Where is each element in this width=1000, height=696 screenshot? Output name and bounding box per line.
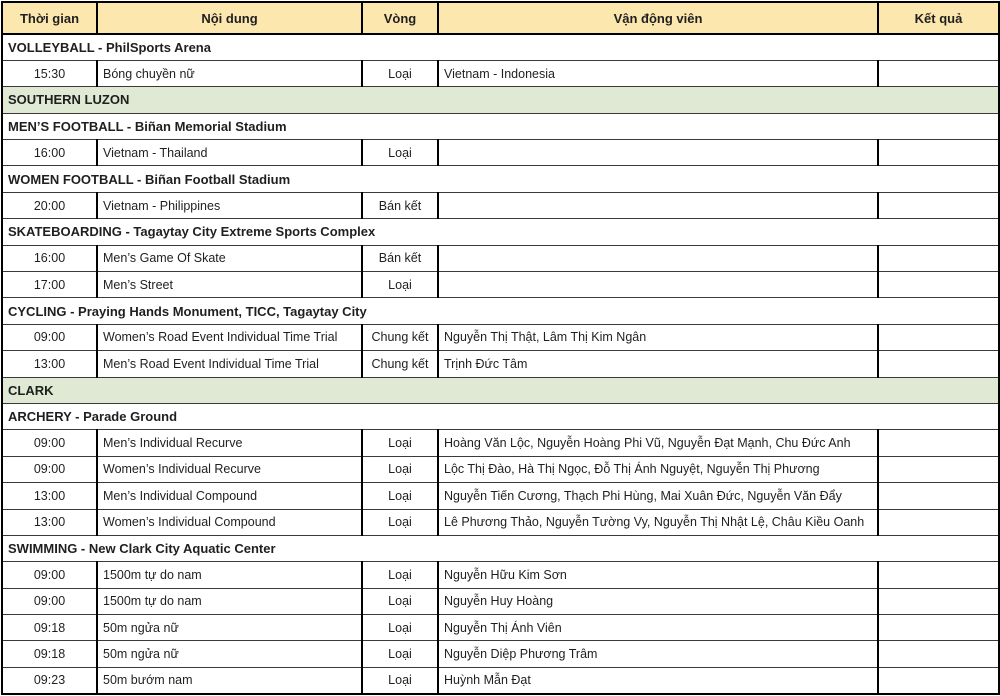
round-cell: Loại bbox=[362, 615, 438, 641]
event-row bbox=[2, 667, 999, 693]
content-cell: Vietnam - Philippines bbox=[97, 192, 362, 218]
time-cell: 09:00 bbox=[2, 562, 97, 588]
content-cell: Bóng chuyền nữ bbox=[97, 60, 362, 86]
time-cell: 09:00 bbox=[2, 456, 97, 482]
time-cell: 13:00 bbox=[2, 509, 97, 535]
round-cell: Loại bbox=[362, 562, 438, 588]
athletes-cell bbox=[438, 272, 878, 298]
content-cell: Men’s Street bbox=[97, 272, 362, 298]
result-cell bbox=[878, 324, 999, 350]
content-cell: Women’s Individual Recurve bbox=[97, 456, 362, 482]
content-cell: 50m ngửa nữ bbox=[97, 615, 362, 641]
result-cell bbox=[878, 641, 999, 667]
athletes-cell: Nguyễn Tiến Cương, Thạch Phi Hùng, Mai Xuân Đức, Nguyễn Văn Đẩy bbox=[438, 483, 878, 509]
section-row bbox=[2, 377, 999, 403]
round-cell: Bán kết bbox=[362, 192, 438, 218]
section-row bbox=[2, 34, 999, 60]
round-cell: Loại bbox=[362, 456, 438, 482]
result-cell bbox=[878, 351, 999, 377]
schedule-body bbox=[2, 34, 999, 694]
round-cell: Loại bbox=[362, 140, 438, 166]
event-row bbox=[2, 588, 999, 614]
section-row bbox=[2, 403, 999, 429]
section-row bbox=[2, 535, 999, 561]
content-cell: Men’s Individual Recurve bbox=[97, 430, 362, 456]
result-cell bbox=[878, 588, 999, 614]
round-cell: Chung kết bbox=[362, 324, 438, 350]
time-cell: 09:00 bbox=[2, 588, 97, 614]
result-cell bbox=[878, 272, 999, 298]
event-row bbox=[2, 324, 999, 350]
round-cell: Loại bbox=[362, 509, 438, 535]
header-row bbox=[2, 2, 999, 34]
athletes-cell: Nguyễn Hữu Kim Sơn bbox=[438, 562, 878, 588]
section-row bbox=[2, 219, 999, 245]
event-row bbox=[2, 562, 999, 588]
athletes-cell bbox=[438, 140, 878, 166]
section-row bbox=[2, 298, 999, 324]
event-row bbox=[2, 192, 999, 218]
time-cell: 15:30 bbox=[2, 60, 97, 86]
athletes-cell: Nguyễn Huy Hoàng bbox=[438, 588, 878, 614]
time-cell: 16:00 bbox=[2, 245, 97, 271]
round-cell: Chung kết bbox=[362, 351, 438, 377]
round-cell: Bán kết bbox=[362, 245, 438, 271]
content-cell: Men’s Road Event Individual Time Trial bbox=[97, 351, 362, 377]
section-row bbox=[2, 113, 999, 139]
athletes-cell: Trịnh Đức Tâm bbox=[438, 351, 878, 377]
event-row bbox=[2, 509, 999, 535]
event-row bbox=[2, 456, 999, 482]
round-cell: Loại bbox=[362, 483, 438, 509]
time-cell: 09:18 bbox=[2, 641, 97, 667]
section-label: SKATEBOARDING - Tagaytay City Extreme Sports Complex bbox=[2, 219, 999, 245]
result-cell bbox=[878, 509, 999, 535]
result-cell bbox=[878, 456, 999, 482]
section-label: CLARK bbox=[2, 377, 999, 403]
athletes-cell: Lộc Thị Đào, Hà Thị Ngọc, Đỗ Thị Ánh Nguyệt, Nguyễn Thị Phương bbox=[438, 456, 878, 482]
time-cell: 09:00 bbox=[2, 430, 97, 456]
content-cell: 1500m tự do nam bbox=[97, 588, 362, 614]
section-label: MEN’S FOOTBALL - Biñan Memorial Stadium bbox=[2, 113, 999, 139]
time-cell: 09:00 bbox=[2, 324, 97, 350]
time-cell: 09:23 bbox=[2, 667, 97, 693]
athletes-cell bbox=[438, 245, 878, 271]
result-cell bbox=[878, 615, 999, 641]
round-cell: Loại bbox=[362, 272, 438, 298]
col-header-round: Vòng bbox=[362, 2, 438, 34]
result-cell bbox=[878, 245, 999, 271]
time-cell: 13:00 bbox=[2, 351, 97, 377]
event-row bbox=[2, 430, 999, 456]
content-cell: 50m ngửa nữ bbox=[97, 641, 362, 667]
round-cell: Loại bbox=[362, 667, 438, 693]
result-cell bbox=[878, 562, 999, 588]
event-row bbox=[2, 615, 999, 641]
content-cell: Men’s Individual Compound bbox=[97, 483, 362, 509]
section-row bbox=[2, 87, 999, 113]
time-cell: 09:18 bbox=[2, 615, 97, 641]
result-cell bbox=[878, 483, 999, 509]
section-label: SWIMMING - New Clark City Aquatic Center bbox=[2, 535, 999, 561]
event-row bbox=[2, 483, 999, 509]
col-header-content: Nội dung bbox=[97, 2, 362, 34]
section-label: VOLLEYBALL - PhilSports Arena bbox=[2, 34, 999, 60]
result-cell bbox=[878, 430, 999, 456]
col-header-time: Thời gian bbox=[2, 2, 97, 34]
section-label: WOMEN FOOTBALL - Biñan Football Stadium bbox=[2, 166, 999, 192]
athletes-cell: Nguyễn Thị Ánh Viên bbox=[438, 615, 878, 641]
content-cell: Women’s Road Event Individual Time Trial bbox=[97, 324, 362, 350]
section-label: CYCLING - Praying Hands Monument, TICC, Tagaytay City bbox=[2, 298, 999, 324]
result-cell bbox=[878, 192, 999, 218]
round-cell: Loại bbox=[362, 588, 438, 614]
event-row bbox=[2, 641, 999, 667]
athletes-cell: Vietnam - Indonesia bbox=[438, 60, 878, 86]
time-cell: 20:00 bbox=[2, 192, 97, 218]
content-cell: 50m bướm nam bbox=[97, 667, 362, 693]
col-header-athletes: Vận động viên bbox=[438, 2, 878, 34]
content-cell: Men’s Game Of Skate bbox=[97, 245, 362, 271]
athletes-cell: Nguyễn Thị Thật, Lâm Thị Kim Ngân bbox=[438, 324, 878, 350]
content-cell: Vietnam - Thailand bbox=[97, 140, 362, 166]
result-cell bbox=[878, 60, 999, 86]
event-row bbox=[2, 140, 999, 166]
section-label: SOUTHERN LUZON bbox=[2, 87, 999, 113]
round-cell: Loại bbox=[362, 641, 438, 667]
table-header bbox=[2, 2, 999, 34]
event-row bbox=[2, 351, 999, 377]
content-cell: 1500m tự do nam bbox=[97, 562, 362, 588]
round-cell: Loại bbox=[362, 60, 438, 86]
section-label: ARCHERY - Parade Ground bbox=[2, 403, 999, 429]
event-row bbox=[2, 272, 999, 298]
event-row bbox=[2, 245, 999, 271]
result-cell bbox=[878, 667, 999, 693]
result-cell bbox=[878, 140, 999, 166]
athletes-cell: Huỳnh Mẫn Đạt bbox=[438, 667, 878, 693]
time-cell: 17:00 bbox=[2, 272, 97, 298]
athletes-cell: Hoàng Văn Lộc, Nguyễn Hoàng Phi Vũ, Nguyễn Đạt Mạnh, Chu Đức Anh bbox=[438, 430, 878, 456]
section-row bbox=[2, 166, 999, 192]
content-cell: Women’s Individual Compound bbox=[97, 509, 362, 535]
event-row bbox=[2, 60, 999, 86]
schedule-table bbox=[1, 1, 1000, 695]
time-cell: 13:00 bbox=[2, 483, 97, 509]
athletes-cell: Nguyễn Diệp Phương Trâm bbox=[438, 641, 878, 667]
athletes-cell: Lê Phương Thảo, Nguyễn Tường Vy, Nguyễn Thị Nhật Lệ, Châu Kiều Oanh bbox=[438, 509, 878, 535]
time-cell: 16:00 bbox=[2, 140, 97, 166]
col-header-result: Kết quả bbox=[878, 2, 999, 34]
round-cell: Loại bbox=[362, 430, 438, 456]
athletes-cell bbox=[438, 192, 878, 218]
